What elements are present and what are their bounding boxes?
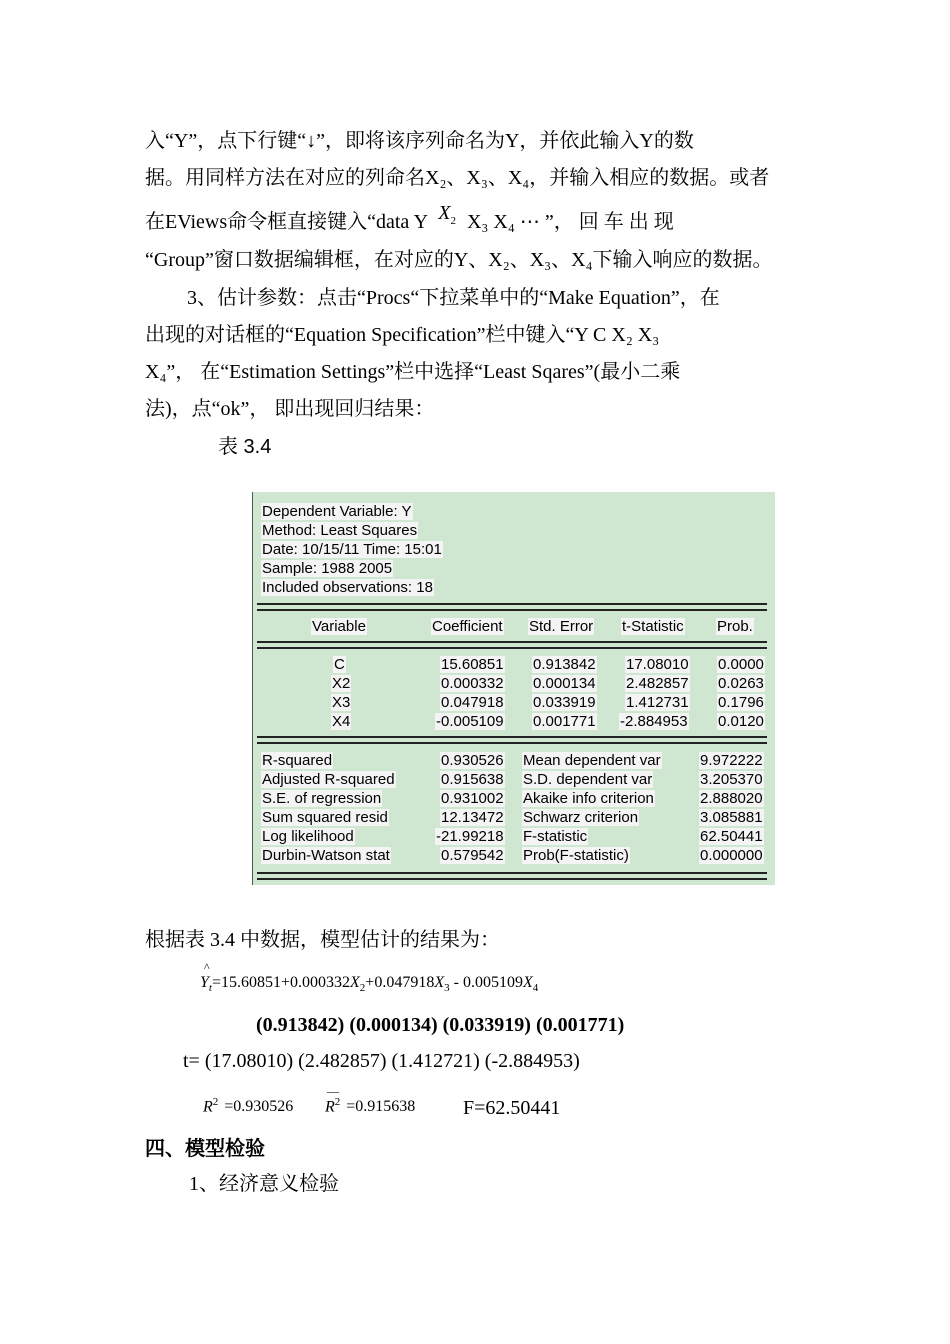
header-dependent-variable: Dependent Variable: Y (262, 503, 412, 520)
para-line-3 (145, 202, 674, 236)
eviews-output-table (252, 492, 775, 885)
stat-r-squared-label: R-squared (262, 752, 333, 769)
t-subscript: t (208, 982, 212, 995)
sub-title: 1、经济意义检验 (189, 1173, 339, 1195)
para-line-3b: X₃ X₄ ⋯ ”， 回 车 出 现 (466, 211, 674, 233)
r-sq-sup: 2 (212, 1096, 219, 1108)
header-method: Method: Least Squares (262, 522, 418, 539)
r-bar: — (327, 1084, 339, 1098)
stat-akaike-label: Akaike info criterion (523, 790, 654, 807)
para-line-4: “Group”窗口数据编辑框，在对应的Y、X₂、X₃、X₄下输入响应的数据。 (145, 249, 773, 271)
row-c-coefficient: 15.60851 (441, 656, 504, 673)
f-statistic-value: F=62.50441 (463, 1097, 561, 1119)
r-bar-symbol: R (325, 1098, 335, 1116)
eq-x2-sub: 2 (359, 982, 366, 995)
eq-x3: X (434, 974, 445, 991)
r2-adj-value: =0.915638 (346, 1098, 416, 1116)
row-x4-t-statistic: -2.884953 (620, 713, 688, 730)
row-x2-std-error: 0.000134 (533, 675, 596, 692)
row-c-t-statistic: 17.08010 (626, 656, 689, 673)
stat-prob-f-value: 0.000000 (700, 847, 763, 864)
stat-ssr-value: 12.13472 (441, 809, 504, 826)
eq-x3-sub: 3 (444, 982, 450, 995)
row-x4-std-error: 0.001771 (533, 713, 596, 730)
eq-part-b: +0.047918 (365, 974, 435, 991)
stat-ssr-label: Sum squared resid (262, 809, 388, 826)
col-header-variable: Variable (312, 618, 366, 635)
row-x2-variable: X2 (332, 675, 351, 692)
row-x3-coefficient: 0.047918 (441, 694, 504, 711)
stat-adj-r-squared-label: Adjusted R-squared (262, 771, 395, 788)
stat-akaike-value: 2.888020 (700, 790, 763, 807)
col-header-prob: Prob. (717, 618, 753, 635)
y-hat: Y (200, 974, 209, 991)
stat-mean-dep-label: Mean dependent var (523, 752, 661, 769)
stat-f-statistic-label: F-statistic (523, 828, 588, 845)
col-header-std-error: Std. Error (529, 618, 594, 635)
r2-value: =0.930526 (224, 1098, 294, 1116)
col-header-t-statistic: t-Statistic (622, 618, 684, 635)
divider-stats (257, 736, 767, 744)
row-c-prob: 0.0000 (718, 656, 764, 673)
col-header-coefficient: Coefficient (432, 618, 503, 635)
row-x3-variable: X3 (332, 694, 351, 711)
para-line-8: 法)，点“ok”， 即出现回归结果： (145, 398, 435, 420)
r-bar-sq-sup: 2 (334, 1096, 341, 1108)
stat-schwarz-value: 3.085881 (700, 809, 763, 826)
section-title: 四、模型检验 (145, 1138, 265, 1160)
row-c-variable: C (334, 656, 345, 673)
row-x3-prob: 0.1796 (718, 694, 764, 711)
stat-se-regression-label: S.E. of regression (262, 790, 382, 807)
inline-x2-sub: 2 (450, 215, 456, 227)
inline-x2: X (438, 202, 451, 224)
para-line-1: 入“Y”，点下行键“↓”，即将该序列命名为Y，并依此输入Y的数 (145, 130, 694, 152)
stat-sd-dep-label: S.D. dependent var (523, 771, 653, 788)
para-line-6: 出现的对话框的“Equation Specification”栏中键入“Y C X₂ X₃ (145, 324, 660, 346)
hat-symbol: ^ (204, 960, 210, 974)
row-c-std-error: 0.913842 (533, 656, 596, 673)
row-x2-prob: 0.0263 (718, 675, 764, 692)
eq-part-c: - 0.005109 (453, 974, 523, 991)
stat-durbin-watson-value: 0.579542 (441, 847, 504, 864)
stat-se-regression-value: 0.931002 (441, 790, 504, 807)
header-sample: Sample: 1988 2005 (262, 560, 393, 577)
stat-prob-f-label: Prob(F-statistic) (523, 847, 629, 864)
eq-x4: X (522, 974, 533, 991)
divider-columns (257, 641, 767, 649)
row-x3-std-error: 0.033919 (533, 694, 596, 711)
results-intro: 根据表 3.4 中数据，模型估计的结果为： (145, 929, 500, 951)
row-x3-t-statistic: 1.412731 (626, 694, 689, 711)
para-line-2: 据。用同样方法在对应的列命名X₂、X₃、X₄，并输入相应的数据。或者 (145, 167, 770, 189)
stat-f-statistic-value: 62.50441 (700, 828, 763, 845)
header-date: Date: 10/15/11 Time: 15:01 (262, 541, 442, 558)
stat-log-likelihood-label: Log likelihood (262, 828, 354, 845)
stat-log-likelihood-value: -21.99218 (436, 828, 504, 845)
divider-bottom (257, 872, 767, 880)
stat-r-squared-value: 0.930526 (441, 752, 504, 769)
row-x2-coefficient: 0.000332 (441, 675, 504, 692)
r-squared-line (203, 1084, 443, 1120)
stat-sd-dep-value: 3.205370 (700, 771, 763, 788)
row-x4-variable: X4 (332, 713, 351, 730)
para-line-7: X₄”， 在“Estimation Settings”栏中选择“Least Sqares”(最小二乘 (145, 361, 681, 383)
row-x2-t-statistic: 2.482857 (626, 675, 689, 692)
table-caption: 表 3.4 (218, 436, 272, 458)
para-line-3a: 在EViews命令框直接键入“data Y (145, 211, 428, 233)
divider-top (257, 603, 767, 611)
stat-schwarz-label: Schwarz criterion (523, 809, 639, 826)
eq-x4-sub: 4 (532, 982, 539, 995)
row-x4-prob: 0.0120 (718, 713, 764, 730)
eq-x2: X (350, 974, 360, 991)
r-symbol: R (203, 1098, 213, 1116)
eq-part-a: =15.60851+0.000332 (211, 974, 351, 991)
header-observations: Included observations: 18 (262, 579, 433, 596)
stat-mean-dep-value: 9.972222 (700, 752, 763, 769)
stat-durbin-watson-label: Durbin-Watson stat (262, 847, 390, 864)
stat-adj-r-squared-value: 0.915638 (441, 771, 504, 788)
para-line-5: 3、估计参数：点击“Procs“下拉菜单中的“Make Equation”，在 (187, 287, 720, 309)
t-statistics-line: t= (17.08010) (2.482857) (1.412721) (-2.884953) (183, 1050, 580, 1072)
row-x4-coefficient: -0.005109 (436, 713, 504, 730)
standard-errors-line: (0.913842) (0.000134) (0.033919) (0.001771) (256, 1014, 625, 1036)
